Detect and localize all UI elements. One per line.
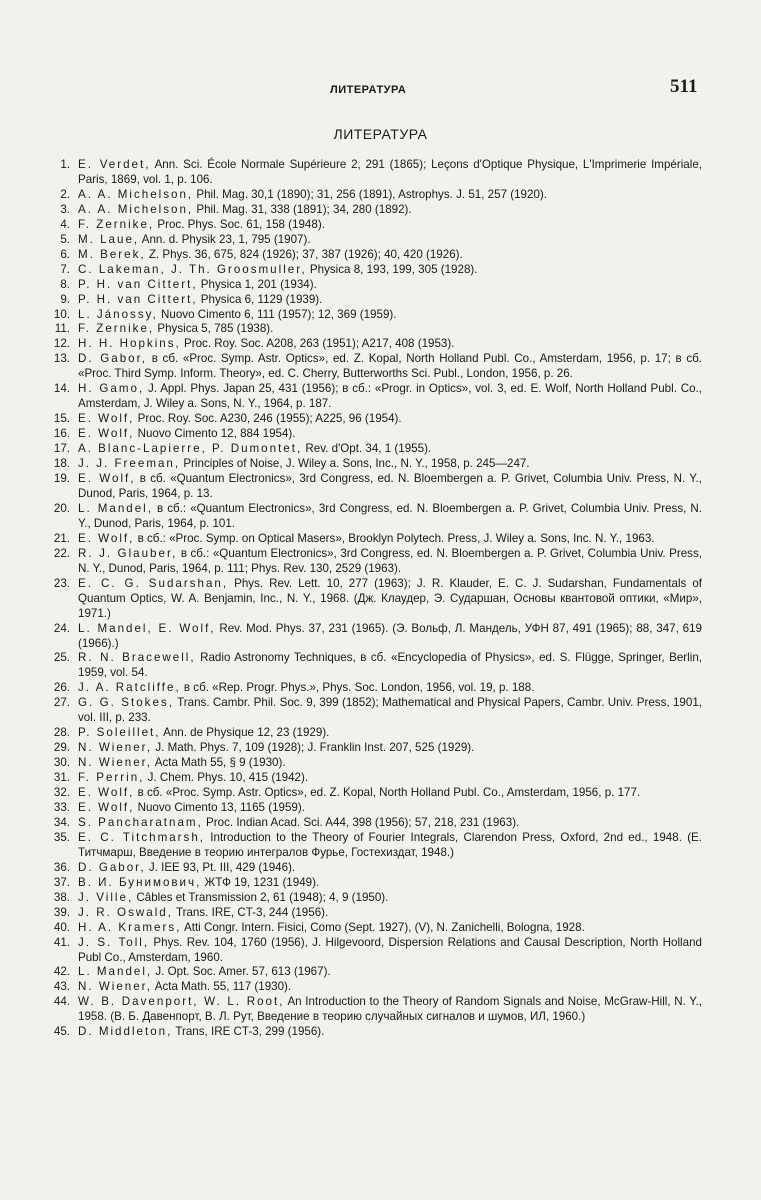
reference-author: P. Soleillet,: [78, 726, 161, 740]
reference-item: [40, 965, 702, 980]
reference-text: Proc. Roy. Soc. A208, 263 (1951); A217, 408 (1953).: [183, 337, 455, 351]
reference-text: ЖТФ 19, 1231 (1949).: [204, 875, 320, 889]
reference-author: E. Wolf,: [78, 427, 135, 441]
reference-number: 33.: [53, 800, 70, 814]
reference-number: 9.: [60, 292, 70, 306]
reference-item: [40, 218, 702, 233]
reference-item: [40, 786, 702, 801]
reference-item: [40, 801, 702, 816]
reference-item: [40, 248, 702, 263]
reference-number: 19.: [53, 472, 70, 486]
reference-text: Phys. Rev. 104, 1760 (1956), J. Hilgevoord, Dispersion Relations and Causal Description, North Holland Publ Co., Amsterdam, 1960.: [78, 935, 702, 964]
reference-author: J. R. Oswald,: [78, 905, 173, 919]
reference-item: [40, 233, 702, 248]
reference-text: Physica 8, 193, 199, 305 (1928).: [309, 262, 478, 276]
reference-number: 13.: [53, 352, 70, 366]
reference-item: [40, 457, 702, 472]
reference-text: в сб. «Quantum Electronics», 3rd Congress, ed. N. Bloembergen a. P. Grivet, Columbia Univ. Press, N. Y., Dunod, Paris, 1964, p. 13.: [78, 472, 702, 500]
reference-author: D. Gabor,: [78, 352, 148, 366]
reference-text: Proc. Roy. Soc. A230, 246 (1955); A225, 96 (1954).: [137, 412, 402, 426]
reference-author: P. H. van Cittert,: [78, 292, 198, 306]
reference-text: Ann. d. Physik 23, 1, 795 (1907).: [141, 232, 311, 246]
reference-text: An Introduction to the Theory of Random Signals and Noise, McGraw-Hill, N. Y., 1958. (В. Б. Давенпорт, В. Л. Рут, Введение в теорию случайных сигналов и шумов, ИЛ, 1960.): [78, 995, 702, 1024]
reference-number: 18.: [53, 457, 70, 471]
reference-item: [40, 337, 702, 352]
reference-author: F. Zernike,: [78, 322, 155, 336]
reference-author: J. A. Ratcliffe,: [78, 681, 181, 695]
reference-item: [40, 681, 702, 696]
reference-item: [40, 547, 702, 577]
reference-list: [40, 158, 702, 1040]
reference-text: J. Appl. Phys. Japan 25, 431 (1956); в сб.: «Progr. in Optics», vol. 3, ed. E. Wolf, North Holland Publ. Co., Amsterdam, J. Wiley a. Sons, N. Y., 1964, p. 187.: [78, 382, 702, 411]
reference-author: A. A. Michelson,: [78, 202, 194, 216]
reference-author: H. H. Hopkins,: [78, 337, 181, 351]
reference-item: [40, 651, 702, 681]
reference-text: J. Chem. Phys. 10, 415 (1942).: [147, 771, 309, 785]
reference-author: В. И. Бунимович,: [78, 875, 202, 889]
reference-author: E. Wolf,: [78, 800, 135, 814]
reference-text: Z. Phys. 36, 675, 824 (1926); 37, 387 (1926); 40, 420 (1926).: [148, 247, 463, 261]
reference-number: 12.: [53, 337, 70, 351]
reference-number: 39.: [53, 905, 70, 919]
reference-text: Ann. de Physique 12, 23 (1929).: [163, 726, 330, 740]
reference-number: 10.: [53, 307, 70, 321]
reference-item: [40, 936, 702, 966]
reference-author: A. A. Michelson,: [78, 187, 194, 201]
reference-author: E. C. Titchmarsh,: [78, 830, 206, 844]
reference-author: S. Pancharatnam,: [78, 815, 203, 829]
reference-author: H. A. Kramers,: [78, 920, 182, 934]
reference-text: в сб. «Proc. Symp. Astr. Optics», ed. Z. Kopal, North Holland Publ. Co., Amsterdam, 1956, p. 177.: [137, 786, 641, 800]
reference-number: 5.: [60, 232, 70, 246]
reference-number: 43.: [53, 980, 70, 994]
reference-number: 45.: [53, 1025, 70, 1039]
reference-item: [40, 726, 702, 741]
reference-text: Radio Astronomy Techniques, в сб. «Encyclopedia of Physics», ed. S. Flügge, Springer, Berlin, 1959, vol. 54.: [78, 651, 702, 680]
reference-number: 27.: [53, 696, 70, 710]
reference-text: в сб.: «Proc. Symp. on Optical Masers», Brooklyn Polytech. Press, J. Wiley a. Sons, Inc. N. Y., 1963.: [137, 531, 655, 545]
reference-text: J. IEE 93, Pt. III, 429 (1946).: [148, 860, 296, 874]
reference-number: 34.: [53, 815, 70, 829]
reference-number: 1.: [60, 158, 70, 171]
reference-author: E. Wolf,: [78, 531, 135, 545]
reference-number: 40.: [53, 920, 70, 934]
reference-number: 11.: [54, 322, 70, 336]
reference-item: [40, 1025, 702, 1040]
reference-number: 20.: [53, 501, 70, 515]
reference-text: в сб. «Rep. Progr. Phys.», Phys. Soc. London, 1956, vol. 19, p. 188.: [183, 681, 535, 695]
reference-number: 44.: [53, 995, 70, 1009]
reference-number: 38.: [53, 890, 70, 904]
reference-author: M. Berek,: [78, 247, 146, 261]
reference-author: L. Mandel,: [78, 501, 153, 515]
reference-author: N. Wiener,: [78, 980, 153, 994]
reference-author: J. J. Freeman,: [78, 457, 181, 471]
reference-number: 16.: [53, 427, 70, 441]
reference-text: Introduction to the Theory of Fourier Integrals, Clarendon Press, Oxford, 2nd ed., 1948. (Е. Титчмарш, Введение в теорию интегралов Фурье, Гостехиздат, 1948.): [78, 830, 703, 859]
reference-text: Ann. Sci. École Normale Supérieure 2, 291 (1865); Leçons d'Optique Physique, L'Imprimerie Impériale, Paris, 1869, vol. 1, p. 106.: [78, 158, 702, 186]
reference-author: L. Mandel, E. Wolf,: [78, 621, 216, 635]
reference-item: [40, 995, 702, 1025]
reference-item: [40, 352, 702, 382]
reference-number: 14.: [53, 382, 70, 396]
reference-author: F. Zernike,: [78, 217, 155, 231]
reference-item: [40, 921, 702, 936]
reference-number: 7.: [60, 262, 70, 276]
reference-text: Physica 6, 1129 (1939).: [200, 292, 323, 306]
reference-text: Rev. d'Opt. 34, 1 (1955).: [305, 442, 432, 456]
reference-item: [40, 876, 702, 891]
reference-item: [40, 756, 702, 771]
reference-item: [40, 412, 702, 427]
reference-text: Proc. Phys. Soc. 61, 158 (1948).: [157, 217, 325, 231]
reference-author: F. Perrin,: [78, 771, 145, 785]
reference-item: [40, 741, 702, 756]
reference-text: Phil. Mag. 31, 338 (1891); 34, 280 (1892).: [196, 202, 412, 216]
reference-item: [40, 203, 702, 218]
reference-text: Principles of Noise, J. Wiley a. Sons, Inc., N. Y., 1958, p. 245—247.: [183, 457, 530, 471]
reference-number: 23.: [53, 576, 70, 590]
reference-author: R. J. Glauber,: [78, 546, 178, 560]
reference-text: Proc. Indian Acad. Sci. A44, 398 (1956); 57, 218, 231 (1963).: [206, 815, 520, 829]
reference-number: 35.: [53, 830, 70, 844]
reference-number: 22.: [53, 546, 70, 560]
reference-author: E. Wolf,: [78, 412, 135, 426]
reference-item: [40, 442, 702, 457]
reference-number: 31.: [53, 771, 70, 785]
reference-number: 42.: [53, 965, 70, 979]
reference-text: в сб.: «Quantum Electronics», 3rd Congress, ed. N. Bloembergen a. P. Grivet, Columbia Univ. Press, N. Y., Dunod, Paris, 1964, p. 111; Phys. Rev. 130, 2529 (1963).: [78, 546, 702, 575]
reference-author: C. Lakeman, J. Th. Groosmuller,: [78, 262, 307, 276]
reference-item: [40, 771, 702, 786]
reference-author: E. Wolf,: [78, 472, 136, 486]
section-title: ЛИТЕРАТУРА: [333, 126, 428, 142]
reference-item: [40, 472, 702, 502]
reference-text: в сб.: «Quantum Electronics», 3rd Congress, ed. N. Bloembergen a. P. Grivet, Columbia Univ. Press, N. Y., Dunod, Paris, 1964, p. 101.: [78, 501, 702, 530]
reference-text: J. Opt. Soc. Amer. 57, 613 (1967).: [155, 965, 331, 979]
reference-item: [40, 308, 702, 323]
reference-text: Nuovo Cimento 12, 884 1954).: [137, 427, 296, 441]
reference-item: [40, 891, 702, 906]
reference-text: Physica 1, 201 (1934).: [200, 277, 317, 291]
reference-item: [40, 980, 702, 995]
reference-author: M. Laue,: [78, 232, 140, 246]
reference-text: Trans. IRE, CT-3, 244 (1956).: [175, 905, 329, 919]
reference-author: P. H. van Cittert,: [78, 277, 198, 291]
reference-text: Phys. Rev. Lett. 10, 277 (1963); J. R. Klauder, E. C. J. Sudarshan, Fundamentals of Quantum Optics, W. A. Benjamin, Inc., N. Y., 1968. (Дж. Клаудер, Э. Сударшан, Основы квантовой оптики, «Мир», 1971.): [78, 576, 703, 620]
reference-author: N. Wiener,: [78, 756, 153, 770]
reference-item: [40, 263, 702, 278]
reference-author: W. B. Davenport, W. L. Root,: [78, 995, 285, 1009]
reference-text: Acta Math. 55, 117 (1930).: [154, 980, 292, 994]
reference-item: [40, 188, 702, 203]
reference-author: N. Wiener,: [78, 741, 153, 755]
reference-author: R. N. Bracewell,: [78, 651, 196, 665]
reference-item: [40, 696, 702, 726]
reference-author: G. G. Stokes,: [78, 696, 174, 710]
reference-item: [40, 293, 702, 308]
reference-author: L. Jánossy,: [78, 307, 158, 321]
reference-author: E. C. G. Sudarshan,: [78, 576, 229, 590]
reference-text: Trans. Cambr. Phil. Soc. 9, 399 (1852); Mathematical and Physical Papers, Cambr. Univ. Press, 1901, vol. III, p. 233.: [78, 696, 702, 725]
reference-number: 15.: [53, 412, 70, 426]
reference-text: в сб. «Proc. Symp. Astr. Optics», ed. Z. Kopal, North Holland Publ. Co., Amsterdam, 1956, p. 17; в сб. «Proc. Third Symp. Inform. Theory», ed. C. Cherry, Butterworths Sci. Publ., London, 1956, p. 26.: [78, 352, 702, 381]
reference-author: E. Verdet,: [78, 158, 151, 171]
reference-item: [40, 322, 702, 337]
reference-item: [40, 278, 702, 293]
reference-text: Trans, IRE CT-3, 299 (1956).: [175, 1025, 325, 1039]
reference-number: 17.: [53, 442, 70, 456]
reference-author: A. Blanc-Lapierre, P. Dumontet,: [78, 442, 303, 456]
reference-author: H. Gamo,: [78, 382, 145, 396]
reference-author: J. S. Toll,: [78, 935, 150, 949]
running-head: ЛИТЕРАТУРА: [330, 84, 407, 96]
reference-item: [40, 577, 702, 622]
reference-author: D. Middleton,: [78, 1025, 173, 1039]
reference-text: Nuovo Cimento 6, 111 (1957); 12, 369 (1959).: [161, 307, 397, 321]
reference-item: [40, 427, 702, 442]
reference-number: 37.: [53, 875, 70, 889]
reference-number: 3.: [60, 202, 70, 216]
reference-item: [40, 861, 702, 876]
reference-number: 30.: [53, 756, 70, 770]
reference-number: 26.: [53, 681, 70, 695]
reference-number: 29.: [53, 741, 70, 755]
reference-author: L. Mandel,: [78, 965, 153, 979]
reference-item: [40, 532, 702, 547]
reference-author: J. Ville,: [78, 890, 134, 904]
reference-author: D. Gabor,: [78, 860, 146, 874]
reference-number: 2.: [60, 187, 70, 201]
reference-item: [40, 831, 702, 861]
reference-number: 28.: [53, 726, 70, 740]
reference-text: Câbles et Transmission 2, 61 (1948); 4, 9 (1950).: [136, 890, 389, 904]
reference-number: 41.: [53, 935, 70, 949]
reference-number: 36.: [53, 860, 70, 874]
page-number: 511: [670, 76, 698, 97]
reference-text: Atti Congr. Intern. Fisici, Como (Sept. 1927), (V), N. Zanichelli, Bologna, 1928.: [183, 920, 585, 934]
reference-text: Physica 5, 785 (1938).: [157, 322, 274, 336]
reference-number: 21.: [53, 531, 70, 545]
reference-item: [40, 622, 702, 652]
reference-item: [40, 906, 702, 921]
reference-number: 25.: [53, 651, 70, 665]
reference-item: [40, 158, 702, 188]
reference-text: J. Math. Phys. 7, 109 (1928); J. Franklin Inst. 207, 525 (1929).: [155, 741, 475, 755]
reference-author: E. Wolf,: [78, 786, 135, 800]
reference-number: 32.: [53, 786, 70, 800]
reference-number: 4.: [60, 217, 70, 231]
reference-item: [40, 816, 702, 831]
reference-text: Phil. Mag. 30,1 (1890); 31, 256 (1891), Astrophys. J. 51, 257 (1920).: [196, 187, 547, 201]
reference-item: [40, 502, 702, 532]
reference-text: Nuovo Cimento 13, 1165 (1959).: [137, 800, 305, 814]
reference-text: Acta Math 55, § 9 (1930).: [154, 756, 286, 770]
reference-item: [40, 382, 702, 412]
reference-text: Rev. Mod. Phys. 37, 231 (1965). (Э. Вольф, Л. Мандель, УФН 87, 491 (1965); 88, 347, 619 (1966).): [78, 621, 702, 650]
reference-number: 8.: [60, 277, 70, 291]
reference-number: 6.: [60, 247, 70, 261]
reference-number: 24.: [53, 621, 70, 635]
